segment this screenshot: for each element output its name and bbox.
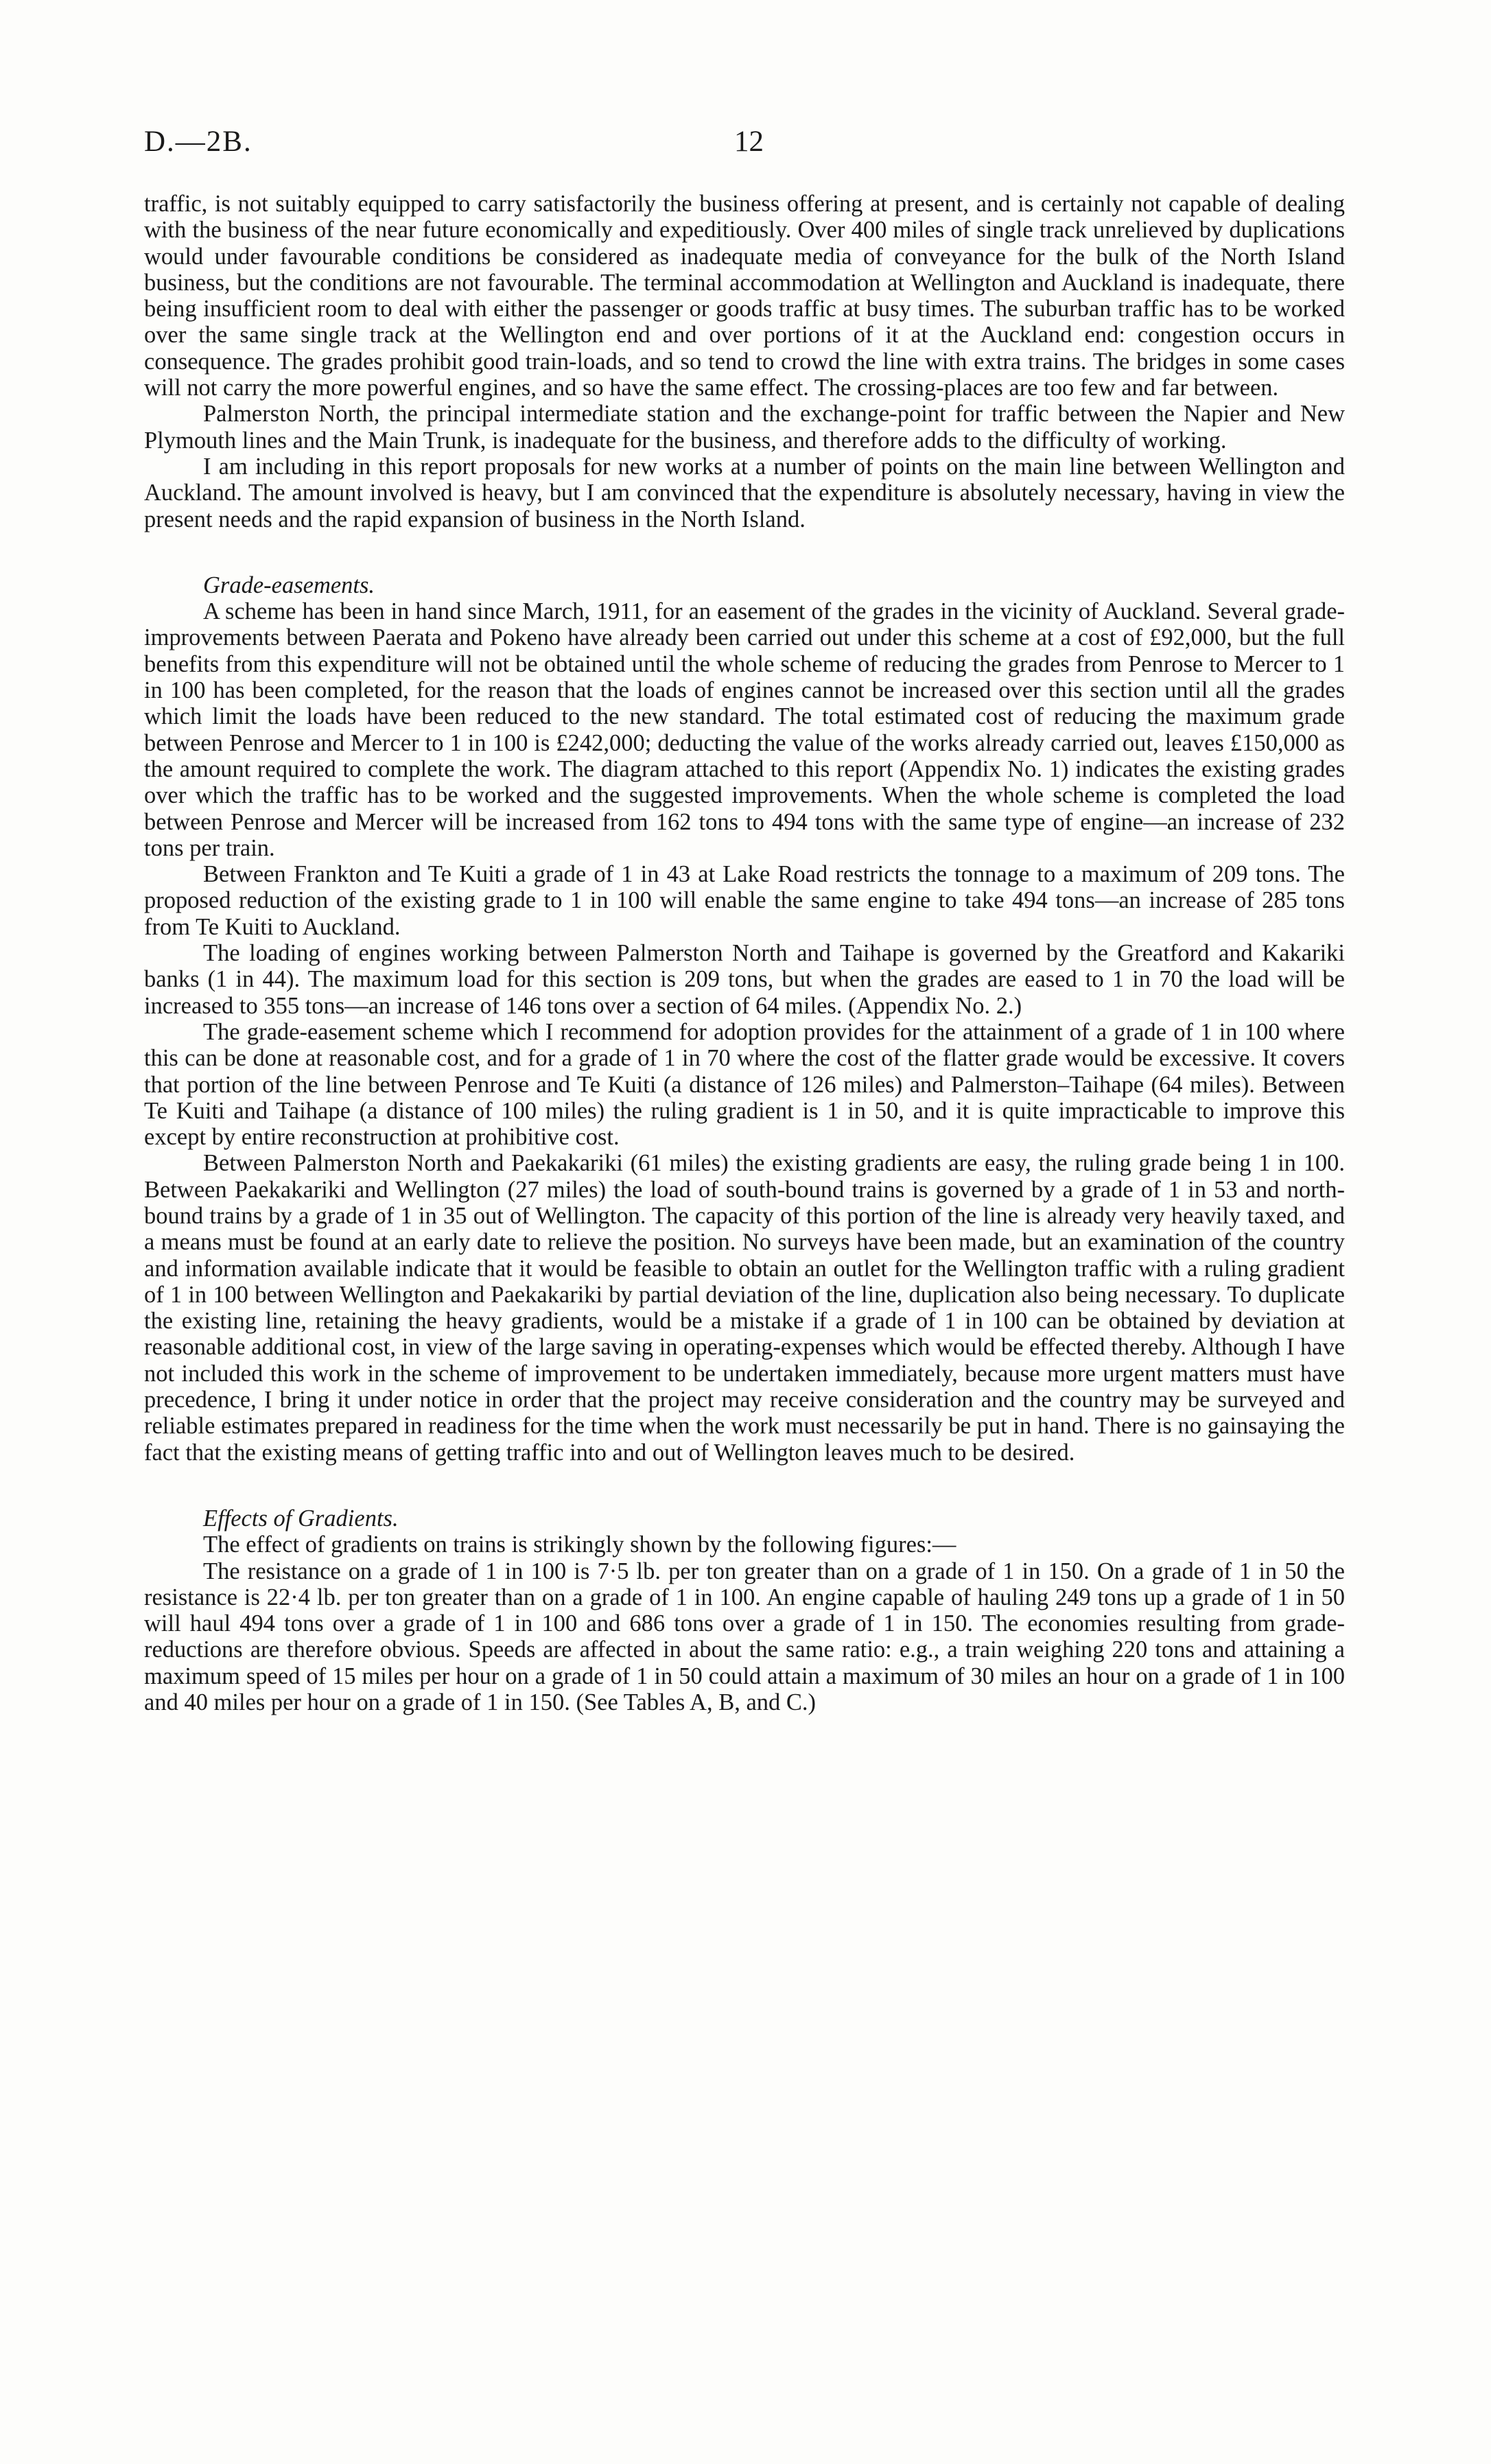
section-heading-effects-of-gradients: Effects of Gradients. <box>203 1505 399 1532</box>
grade-easements-paragraph: Between Frankton and Te Kuiti a grade of 1 in 43 at Lake Road restricts the tonnage to a maximum of 209 tons. The proposed reduction of the existing grade to 1 in 100 will enable the same engine to take 494 tons—an increase of 285 tons from Te Kuiti to Auckland. <box>144 861 1345 940</box>
effects-paragraph: The effect of gradients on trains is strikingly shown by the following figures:— <box>203 1532 956 1558</box>
grade-easements-paragraph: A scheme has been in hand since March, 1911, for an easement of the grades in the vicinity of Auckland. Several grade-improvements between Paerata and Pokeno have already been carried out under this scheme at a cost of £92,000, but the full benefits from this expenditure will not be obtained until the whole scheme of reducing the grades from Penrose to Mercer to 1 in 100 has been completed, for the reason that the loads of engines cannot be increased over this section until all the grades which limit the loads have been reduced to the new standard. The total estimated cost of reducing the maximum grade between Penrose and Mercer to 1 in 100 is £242,000; deducting the value of the works already carried out, leaves £150,000 as the amount required to complete the work. The diagram attached to this report (Appendix No. 1) indicates the existing grades over which the traffic has to be worked and the suggested improvements. When the whole scheme is completed the load between Penrose and Mercer will be increased from 162 tons to 494 tons with the same type of engine—an increase of 232 tons per train. <box>144 598 1345 861</box>
page-body <box>144 191 1345 1715</box>
page-header <box>144 125 1352 166</box>
intro-paragraph: Palmerston North, the principal intermediate station and the exchange-point for traffic between the Napier and New Plymouth lines and the Main Trunk, is inadequate for the business, and therefore adds to the difficulty of working. <box>144 401 1345 454</box>
effects-paragraph: The resistance on a grade of 1 in 100 is 7·5 lb. per ton greater than on a grade of 1 in 150. On a grade of 1 in 50 the resistance is 22·4 lb. per ton greater than on a grade of 1 in 100. An engine capable of hauling 249 tons up a grade of 1 in 50 will haul 494 tons over a grade of 1 in 100 and 686 tons over a grade of 1 in 150. The economies resulting from grade-reductions are therefore obvious. Speeds are affected in about the same ratio: e.g., a train weighing 220 tons and attaining a maximum speed of 15 miles per hour on a grade of 1 in 50 could attain a maximum of 30 miles an hour on a grade of 1 in 100 and 40 miles per hour on a grade of 1 in 150. (See Tables A, B, and C.) <box>144 1558 1345 1716</box>
page-number: 12 <box>734 126 764 158</box>
grade-easements-paragraph: Between Palmerston North and Paekakariki (61 miles) the existing gradients are easy, the ruling grade being 1 in 100. Between Paekakariki and Wellington (27 miles) the load of south-bound trains is governed by a grade of 1 in 53 and north-bound trains by a grade of 1 in 35 out of Wellington. The capacity of this portion of the line is already very heavily taxed, and a means must be found at an early date to relieve the position. No surveys have been made, but an examination of the country and information available indicate that it would be feasible to obtain an outlet for the Wellington traffic with a ruling gradient of 1 in 100 between Wellington and Paekakariki by partial deviation of the line, duplication also being necessary. To duplicate the existing line, retaining the heavy gradients, would be a mistake if a grade of 1 in 100 can be obtained by deviation at reasonable additional cost, in view of the large saving in operating-expenses which would be effected thereby. Although I have not included this work in the scheme of improvement to be undertaken immediately, because more urgent matters must have precedence, I bring it under notice in order that the project may receive consideration and the country may be surveyed and reliable estimates prepared in readiness for the time when the work must necessarily be put in hand. There is no gainsaying the fact that the existing means of getting traffic into and out of Wellington leaves much to be desired. <box>144 1150 1345 1466</box>
grade-easements-paragraph: The grade-easement scheme which I recommend for adoption provides for the attainment of a grade of 1 in 100 where this can be done at reasonable cost, and for a grade of 1 in 70 where the cost of the flatter grade would be excessive. It covers that portion of the line between Penrose and Te Kuiti (a distance of 126 miles) and Palmerston–Taihape (64 miles). Between Te Kuiti and Taihape (a distance of 100 miles) the ruling gradient is 1 in 50, and it is quite impracticable to improve this except by entire reconstruction at prohibitive cost. <box>144 1018 1345 1151</box>
section-heading-grade-easements: Grade-easements. <box>203 572 375 598</box>
grade-easements-paragraph: The loading of engines working between Palmerston North and Taihape is governed by the Greatford and Kakariki banks (1 in 44). The maximum load for this section is 209 tons, but when the grades are eased to 1 in 70 the load will be increased to 355 tons—an increase of 146 tons over a section of 64 miles. (Appendix No. 2.) <box>144 940 1345 1019</box>
document-code: D.—2B. <box>144 126 253 158</box>
section-gap <box>144 532 1345 572</box>
intro-paragraph: traffic, is not suitably equipped to carry satisfactorily the business offering at present, and is certainly not capable of dealing with the business of the near future economically and expeditiously. Over 400 miles of single track unrelieved by duplications would under favourable conditions be considered as inadequate media of conveyance for the bulk of the North Island business, but the conditions are not favourable. The terminal accommodation at Wellington and Auckland is inadequate, there being insufficient room to deal with either the passenger or goods traffic at busy times. The suburban traffic has to be worked over the same single track at the Wellington end and over portions of it at the Auckland end: congestion occurs in consequence. The grades prohibit good train-loads, and so tend to crowd the line with extra trains. The bridges in some cases will not carry the more powerful engines, and so have the same effect. The crossing-places are too few and far between. <box>144 191 1345 401</box>
section-gap <box>144 1466 1345 1505</box>
intro-paragraph: I am including in this report proposals for new works at a number of points on the main line between Wellington and Auckland. The amount involved is heavy, but I am convinced that the expenditure is absolutely necessary, having in view the present needs and the rapid expansion of business in the North Island. <box>144 453 1345 532</box>
